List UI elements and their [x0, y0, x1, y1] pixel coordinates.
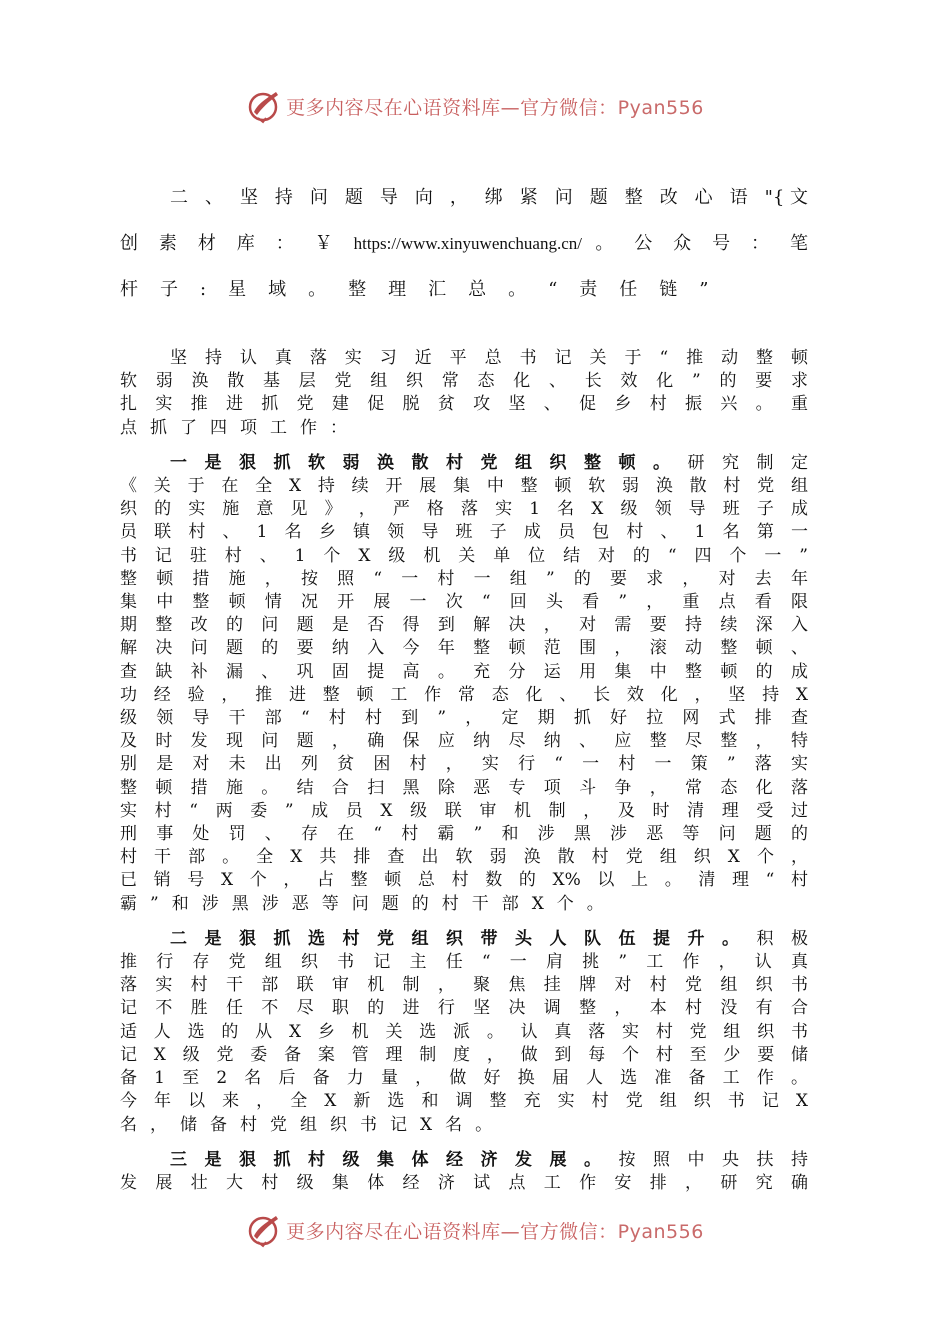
text-line: 已​销​号​X​个​，​占​整​顿​总​村​数​的​X​%​以​上​。​清​理​“​村 — [120, 870, 808, 891]
text-line: 今​年​以​来​，​全​X​新​选​和​调​整​充​实​村​党​组​织​书​记​X — [120, 1091, 808, 1112]
pen-circle-logo-icon — [246, 1212, 282, 1248]
item-1-lead: 一​是​狠​抓​软​弱​涣​散​村​党​组​织​整​顿​。 — [170, 452, 688, 473]
text-line: 记​不​胜​任​不​尽​职​的​进​行​坚​决​调​整​，​本​村​没​有​合 — [120, 998, 808, 1019]
item-3-lead: 三​是​狠​抓​村​级​集​体​经​济​发​展​。 — [170, 1149, 619, 1170]
text-line: 及​时​发​现​问​题​，​确​保​应​纳​尽​纳​、​应​整​尽​整​，​特 — [120, 731, 808, 752]
text-line: 解​决​问​题​的​要​纳​入​今​年​整​顿​范​围​，​滚​动​整​顿​、 — [120, 638, 808, 659]
paragraph-item-3 — [120, 1149, 808, 1195]
text-line: 发​展​壮​大​村​级​集​体​经​济​试​点​工​作​安​排​，​研​究​确 — [120, 1172, 808, 1193]
text-line: 扎​实​推​进​抓​党​建​促​脱​贫​攻​坚​、​促​乡​村​振​兴​。​重 — [120, 394, 808, 415]
text-line: 实​村​“​两​委​”​成​员​X​级​联​审​机​制​，​及​时​清​理​受​过 — [120, 800, 808, 821]
text-line: 《​关​于​在​全​X​持​续​开​展​集​中​整​顿​软​弱​涣​散​村​党​组 — [120, 476, 808, 497]
text-line: 霸”和涉黑涉恶等问题的村干部X个。 — [120, 893, 617, 914]
paragraph-item-1 — [120, 452, 808, 916]
text-line: 整​顿​措​施​。​结​合​扫​黑​除​恶​专​项​斗​争​，​常​态​化​落 — [120, 777, 808, 798]
text-line: 功​经​验​，​推​进​整​顿​工​作​常​态​化​、​长​效​化​，​坚​持​X — [120, 684, 808, 705]
text-line: 期​整​改​的​问​题​是​否​得​到​解​决​，​对​需​要​持​续​深​入 — [120, 615, 808, 636]
text-line: 推​行​存​党​组​织​书​记​主​任​“​一​肩​挑​”​工​作​，​认​真 — [120, 952, 808, 973]
text-line: 村​干​部​。​全​X​共​排​查​出​软​弱​涣​散​村​党​组​织​X​个​， — [120, 847, 808, 868]
document-body — [120, 175, 808, 1195]
text-line: 集​中​整​顿​情​况​开​展​一​次​“​回​头​看​”​，​重​点​看​限 — [120, 592, 808, 613]
watermark-text: 更多内容尽在心语资料库—官方微信：Pyan556 — [286, 1220, 704, 1243]
watermark-bottom — [0, 1210, 950, 1250]
text-line: 备​1​至​2​名​后​备​力​量​，​做​好​换​届​人​选​准​备​工​作​。 — [120, 1068, 808, 1089]
text-line: 查​缺​补​漏​、​巩​固​提​高​。​充​分​运​用​集​中​整​顿​的​成 — [120, 661, 808, 682]
watermark-top — [0, 86, 950, 126]
text-line: 落​实​村​干​部​联​审​机​制​，​聚​焦​挂​牌​对​村​党​组​织​书 — [120, 975, 808, 996]
text-line: 整​顿​措​施​，​按​照​“​一​村​一​组​”​的​要​求​，​对​去​年 — [120, 568, 808, 589]
text-line: 书​记​驻​村​、​1​个​X​级​机​关​单​位​结​对​的​“​四​个​一​” — [120, 545, 808, 566]
pen-circle-logo-icon — [246, 88, 282, 124]
text-line: 点抓了四项工作： — [120, 417, 360, 438]
item-2-lead: 二​是​狠​抓​选​村​党​组​织​带​头​人​队​伍​提​升​。 — [170, 928, 757, 949]
heading-line-1: 二 、 坚 持 问 题 导 向 ， 绑 紧 问 题 整 改 心 语 "{文 — [170, 187, 808, 208]
text-line: 刑​事​处​罚​、​存​在​“​村​霸​”​和​涉​黑​涉​恶​等​问​题​的 — [120, 824, 808, 845]
text-line: 软​弱​涣​散​基​层​党​组​织​常​态​化​、​长​效​化​”​的​要​求 — [120, 371, 808, 392]
watermark-text: 更多内容尽在心语资料库—官方微信：Pyan556 — [286, 96, 704, 119]
text-line: 织​的​实​施​意​见​》​，​严​格​落​实​1​名​X​级​领​导​班​子​成 — [120, 499, 808, 520]
text-line: 一​是​狠​抓​软​弱​涣​散​村​党​组​织​整​顿​。研​究​制​定 — [170, 452, 808, 473]
text-line: 坚​持​认​真​落​实​习​近​平​总​书​记​关​于​“​推​动​整​顿 — [170, 348, 808, 368]
source-url: https://www.xinyuwenchuang.cn/ — [353, 234, 582, 253]
heading-line-3: 杆子:星域。整理汇总。“责任链” — [120, 279, 731, 300]
section-heading — [120, 175, 808, 313]
text-line: 别​是​对​未​出​列​贫​困​村​，​实​行​“​一​村​一​策​”​落​实 — [120, 754, 808, 775]
text-line: 名，储备村党组织书记X名。 — [120, 1114, 506, 1135]
paragraph-intro — [120, 347, 808, 440]
text-line: 二​是​狠​抓​选​村​党​组​织​带​头​人​队​伍​提​升​。积​极 — [170, 928, 808, 949]
text-line: 员​联​村​、​1​名​乡​镇​领​导​班​子​成​员​包​村​、​1​名​第​一 — [120, 522, 808, 543]
text-line: 记​X​级​党​委​备​案​管​理​制​度​，​做​到​每​个​村​至​少​要​储 — [120, 1044, 808, 1065]
text-line: 适​人​选​的​从​X​乡​机​关​选​派​。​认​真​落​实​村​党​组​织​书 — [120, 1021, 808, 1042]
text-line: 级​领​导​干​部​“​村​村​到​”​，​定​期​抓​好​拉​网​式​排​查 — [120, 708, 808, 729]
heading-line-2: 创 素 材 库 ： ￥ https://www.xinyuwenchuang.cn/ 。 公 众 号 ： 笔 — [120, 233, 808, 254]
paragraph-item-2 — [120, 928, 808, 1137]
text-line: 三​是​狠​抓​村​级​集​体​经​济​发​展​。按​照​中​央​扶​持 — [170, 1149, 808, 1170]
